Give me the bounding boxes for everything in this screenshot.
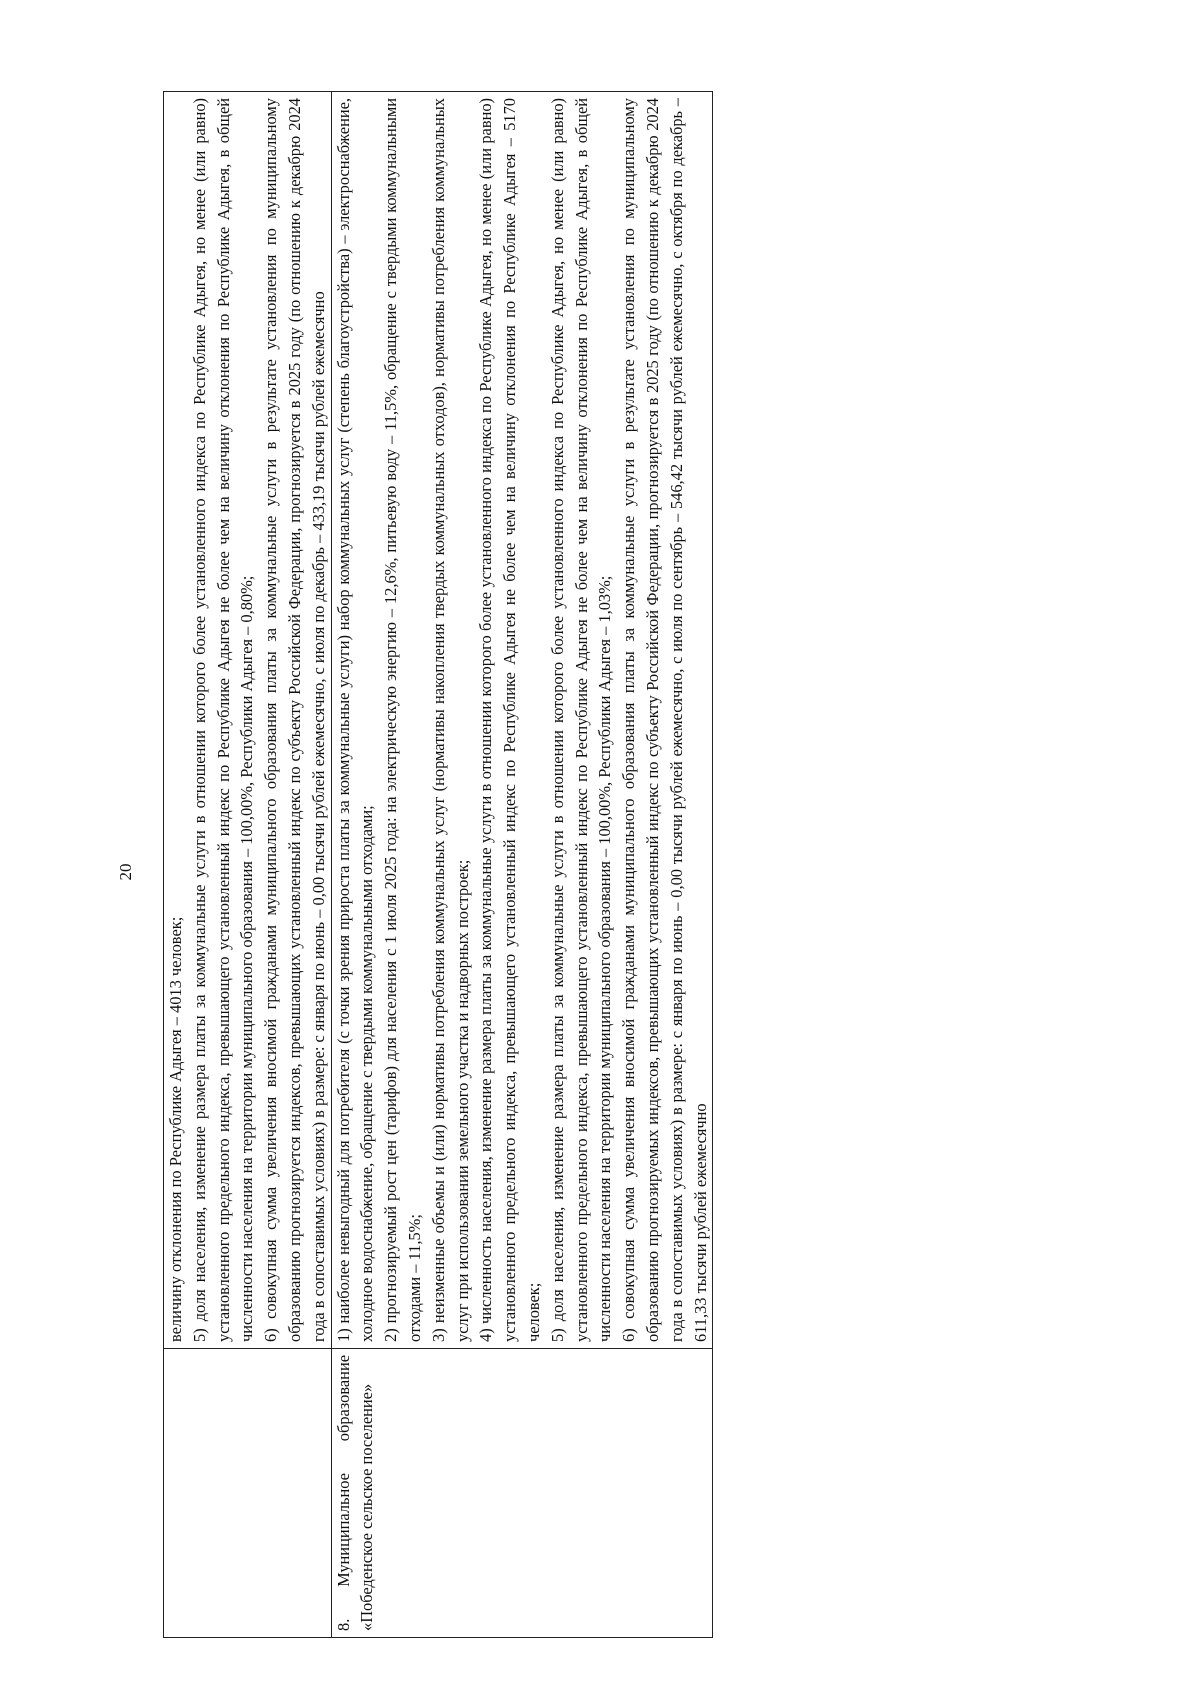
table-row	[331, 92, 713, 1638]
page-number: 20	[116, 863, 135, 881]
condition-paragraph: 5) доля населения, изменение размера платы за коммунальные услуги в отношении которого более установленного индекса по Республике Адыгея, но менее (или равно) установленного предельного индекса, превышающего установленный индекс по Республике Адыгея не более чем на величину отклонения по Республике Адыгея, в общей численности населения на территории муниципального образования – 100,00%, Республики Адыгея – 1,03%;	[547, 98, 615, 1342]
condition-paragraph: 4) численность населения, изменение размера платы за коммунальные услуги в отношении которого более установленного индекса по Республике Адыгея, но менее (или равно) установленного предельного индекса, превышающего установленный индекс по Республике Адыгея не более чем на величину отклонения по Республике Адыгея – 5170 человек;	[476, 98, 543, 1342]
condition-paragraph: 3) неизменные объемы и (или) нормативы потребления коммунальных услуг (нормативы накопления твердых коммунальных отходов), нормативы потребления коммунальных услуг при использовании земельного участка и надворных построек;	[428, 98, 472, 1342]
rotated-page	[115, 98, 1075, 1638]
conditions-cell	[164, 92, 332, 1349]
municipality-name: 8. Муниципальное образование «Победенское сельское поселение»	[333, 1355, 377, 1631]
condition-paragraph: 2) прогнозируемый рост цен (тарифов) для населения с 1 июля 2025 года: на электрическую энергию – 12,6%, питьевую воду – 11,5%, обращение с твердыми коммунальными отходами – 11,5%;	[381, 98, 424, 1342]
table-row	[164, 92, 332, 1638]
condition-paragraph: 6) совокупная сумма увеличения вносимой гражданами муниципального образования платы за коммунальные услуги в результате установления по муниципальному образованию прогнозируемых индексов, превышающих установленный индекс по субъекту Российской Федерации, прогнозируется в 2025 году (по отношению к декабрю 2024 года в сопоставимых условиях) в размере: с января по июнь – 0,00 тысячи рублей ежемесячно, с июля по сентябрь – 546,42 тысячи рублей ежемесячно, с октября по декабрь – 611,33 тысячи рублей ежемесячно	[619, 98, 710, 1342]
municipality-name-cell	[164, 1349, 332, 1638]
conditions-cell	[331, 92, 713, 1349]
document-table	[163, 91, 713, 1638]
condition-paragraph: величину отклонения по Республике Адыгея – 4013 человек;	[166, 916, 185, 1342]
municipality-name-cell	[331, 1349, 713, 1638]
condition-paragraph: 5) доля населения, изменение размера платы за коммунальные услуги в отношении которого более установленного индекса по Республике Адыгея, но менее (или равно) установленного предельного индекса, превышающего установленный индекс по Республике Адыгея не более чем на величину отклонения по Республике Адыгея, в общей численности населения на территории муниципального образования – 100,00%, Республики Адыгея – 0,80%;	[189, 98, 257, 1342]
condition-paragraph: 1) наиболее невыгодный для потребителя (с точки зрения прироста платы за коммунальные услуги) набор коммунальных услуг (степень благоустройства) – электроснабжение, холодное водоснабжение, обращение с твердыми коммунальными отходами;	[333, 98, 377, 1342]
condition-paragraph: 6) совокупная сумма увеличения вносимой гражданами муниципального образования платы за коммунальные услуги в результате установления по муниципальному образованию прогнозируется индексов, превышающих установленный индекс по субъекту Российской Федерации, прогнозируется в 2025 году (по отношению к декабрю 2024 года в сопоставимых условиях) в размере: с января по июнь – 0,00 тысячи рублей ежемесячно, с июля по декабрь – 433,19 тысячи рублей ежемесячно	[261, 98, 328, 1342]
